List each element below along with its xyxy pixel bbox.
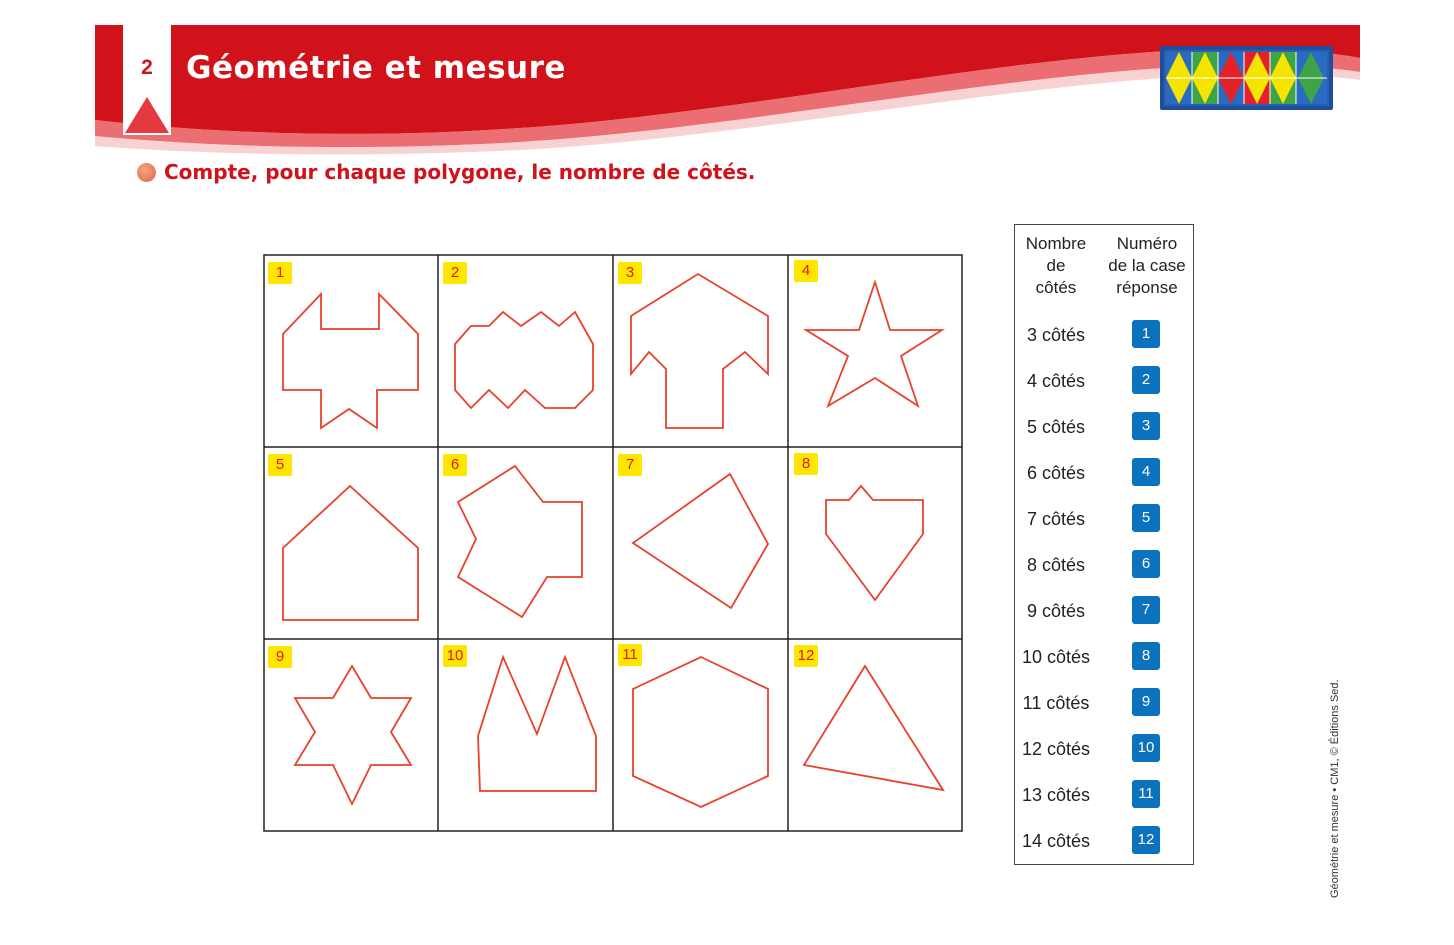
cell-label-7: 7 <box>618 454 642 476</box>
instruction-text: Compte, pour chaque polygone, le nombre de côtés. <box>164 160 756 184</box>
bullet-icon <box>137 163 156 182</box>
polygon-12 <box>804 666 943 790</box>
row-sides-13: 13 côtés <box>1021 785 1091 805</box>
footer-credit: Géométrie et mesure • CM1, © Éditions Sed. <box>1329 679 1341 898</box>
answer-box-3[interactable]: 3 <box>1132 412 1160 440</box>
answer-box-4[interactable]: 4 <box>1132 458 1160 486</box>
answer-box-10[interactable]: 10 <box>1132 734 1160 762</box>
cell-label-3: 3 <box>618 262 642 284</box>
chapter-tab <box>123 25 171 135</box>
polygon-1 <box>283 294 418 428</box>
cell-label-9: 9 <box>268 646 292 668</box>
cell-label-6: 6 <box>443 454 467 476</box>
polygon-2 <box>455 312 593 408</box>
answer-box-5[interactable]: 5 <box>1132 504 1160 532</box>
answer-box-1[interactable]: 1 <box>1132 320 1160 348</box>
cell-label-8: 8 <box>794 453 818 475</box>
header-sides: Nombre de côtés <box>1025 234 1087 297</box>
answer-box-12[interactable]: 12 <box>1132 826 1160 854</box>
polygon-8 <box>826 486 923 600</box>
polygon-10 <box>478 657 596 791</box>
answer-box-9[interactable]: 9 <box>1132 688 1160 716</box>
answer-box-11[interactable]: 11 <box>1132 780 1160 808</box>
polygon-11 <box>633 657 768 807</box>
polygon-5 <box>283 486 418 620</box>
chapter-number: 2 <box>141 56 153 79</box>
answer-box-7[interactable]: 7 <box>1132 596 1160 624</box>
row-sides-10: 10 côtés <box>1021 647 1091 667</box>
cell-label-12: 12 <box>794 645 818 667</box>
polygon-9 <box>295 666 411 804</box>
cell-label-5: 5 <box>268 454 292 476</box>
answer-box-2[interactable]: 2 <box>1132 366 1160 394</box>
instruction <box>137 160 755 184</box>
row-sides-12: 12 côtés <box>1021 739 1091 759</box>
row-sides-11: 11 côtés <box>1022 693 1090 713</box>
row-sides-7: 7 côtés <box>1026 509 1086 529</box>
polygon-6 <box>458 466 582 617</box>
polygon-3 <box>631 274 768 428</box>
cell-label-1: 1 <box>268 262 292 284</box>
answer-table <box>1014 224 1194 865</box>
row-sides-3: 3 côtés <box>1026 325 1086 345</box>
row-sides-4: 4 côtés <box>1026 371 1086 391</box>
polygon-grid <box>263 254 963 832</box>
page-title: Géométrie et mesure <box>186 50 566 86</box>
polygon-4 <box>806 282 942 406</box>
answer-box-8[interactable]: 8 <box>1132 642 1160 670</box>
cell-label-11: 11 <box>618 644 642 666</box>
answer-box-6[interactable]: 6 <box>1132 550 1160 578</box>
polygon-7 <box>633 474 768 608</box>
cell-label-2: 2 <box>443 262 467 284</box>
row-sides-9: 9 côtés <box>1026 601 1086 621</box>
row-sides-6: 6 côtés <box>1026 463 1086 483</box>
geometry-logo <box>1160 46 1333 110</box>
row-sides-8: 8 côtés <box>1026 555 1086 575</box>
row-sides-5: 5 côtés <box>1026 417 1086 437</box>
cell-label-10: 10 <box>443 645 467 667</box>
header-answer: Numéro de la case réponse <box>1108 234 1186 297</box>
row-sides-14: 14 côtés <box>1021 831 1091 851</box>
cell-label-4: 4 <box>794 260 818 282</box>
